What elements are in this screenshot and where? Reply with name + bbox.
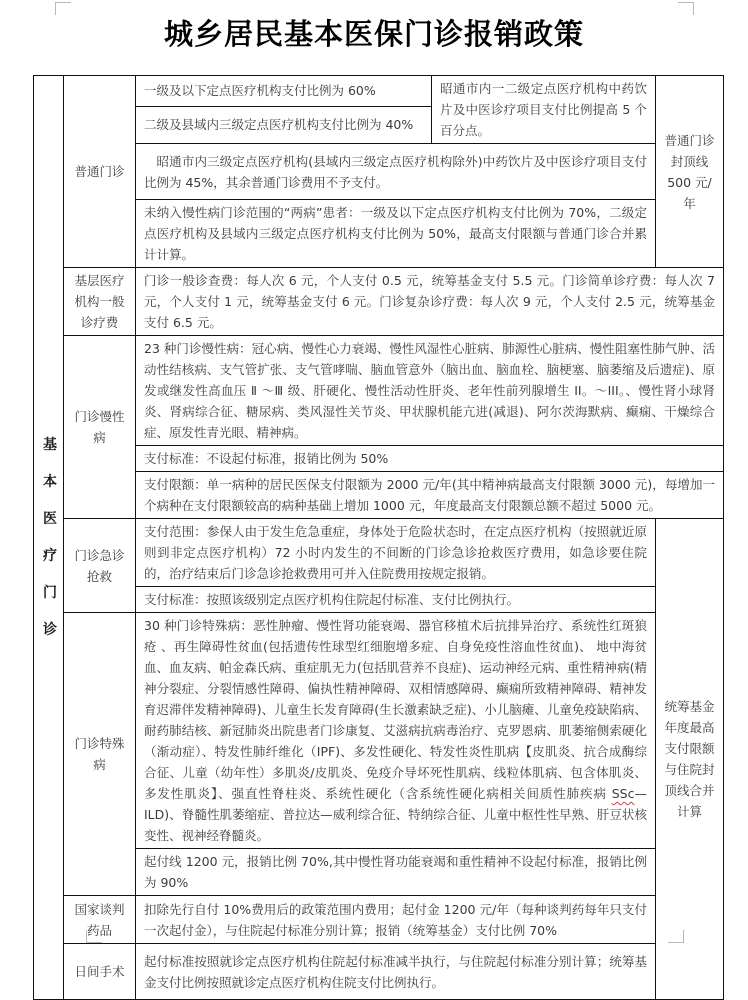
table-row	[34, 849, 724, 896]
table-row	[34, 613, 724, 849]
row-label-emergency-rescue: 门诊急诊抢救	[64, 519, 136, 613]
table-row	[34, 896, 724, 944]
table-row	[34, 519, 724, 587]
primary-care-fee-cell: 门诊一般诊查费：每人次 6 元，个人支付 0.5 元，统筹基金支付 5.5 元。门诊简单诊疗费：每人次 7 元，个人支付 1 元，统筹基金支付 6 元。门诊复杂诊疗费：每人次 9 元，个人支付 2.5 元，统筹基金支付 6.5 元。	[136, 268, 724, 336]
table-row	[34, 200, 724, 268]
emergency-standard-cell: 支付标准：按照该级别定点医疗机构住院起付标准、支付比例执行。	[136, 587, 656, 613]
row-label-negotiated-drugs: 国家谈判药品	[64, 896, 136, 944]
general-outpatient-cap-cell: 普通门诊封顶线 500 元/年	[656, 76, 724, 268]
emergency-scope-cell: 支付范围：参保人由于发生危急重症，身体处于危险状态时，在定点医疗机构（按照就近原则到非定点医疗机构）72 小时内发生的不间断的门诊急诊抢救医疗费用，如急诊要住院的，治疗结束后门诊急诊抢救费用可并入住院费用按规定报销。	[136, 519, 656, 587]
policy-table	[33, 75, 724, 1000]
row-label-primary-care-fee: 基层医疗机构一般诊疗费	[64, 268, 136, 336]
table-row	[34, 446, 724, 472]
chronic-disease-limit-cell: 支付限额：单一病种的居民医保支付限额为 2000 元/年(其中精神病最高支付限额 3000 元)，每增加一个病种在支付限额较高的病种基础上增加 1000 元，年度最高支付限额总额不超过 5000 元。	[136, 472, 724, 519]
negotiated-drugs-cell: 扣除先行自付 10%费用后的政策范围内费用；起付金 1200 元/年（每种谈判药每年只支付一次起付金），与住院起付标准分别计算；报销（统筹基金）支付比例 70%	[136, 896, 656, 944]
table-row	[34, 336, 724, 446]
general-outpatient-two-disease-cell: 未纳入慢性病门诊范围的“两病”患者：一级及以下定点医疗机构支付比例为 70%，二级定点医疗机构及县域内三级定点医疗机构支付比例为 50%，最高支付限额与普通门诊合并累计计算。	[136, 200, 656, 268]
special-disease-deductible-cell: 起付线 1200 元，报销比例 70%,其中慢性肾功能衰竭和重性精神不设起付标准，报销比例为 90%	[136, 849, 656, 896]
table-row	[34, 76, 724, 107]
table-row	[34, 587, 724, 613]
special-disease-list-part2: —ILD)、脊髓性肌萎缩症、普拉达—威利综合征、特纳综合征、儿童中枢性性早熟、肝豆状核变性、视神经脊髓炎。	[144, 786, 647, 843]
table-row	[34, 472, 724, 519]
page-title: 城乡居民基本医保门诊报销政策	[163, 17, 584, 51]
general-outpatient-tier1-cell: 一级及以下定点医疗机构支付比例为 60%	[136, 76, 432, 107]
chronic-disease-list-cell: 23 种门诊慢性病：冠心病、慢性心力衰竭、慢性风湿性心脏病、肺源性心脏病、慢性阻塞性肺气肿、活动性结核病、支气管扩张、支气管哮喘、脑血管意外（脑出血、脑血栓、脑梗塞、脑萎缩及后遗症)、原发或继发性高血压 Ⅱ ～Ⅲ 级、肝硬化、慢性活动性肝炎、老年性前列腺增生 II。～III。、慢性肾小球肾炎、肾病综合征、糖尿病、类风湿性关节炎、甲状腺机能亢进(减退)、阿尔茨海默病、癫痫、干燥综合症、原发性青光眼、精神病。	[136, 336, 724, 446]
special-disease-list-cell	[136, 613, 656, 849]
row-label-day-surgery: 日间手术	[64, 944, 136, 1000]
table-row	[34, 944, 724, 1000]
table-row	[34, 144, 724, 200]
pooled-fund-cap-cell: 统筹基金年度最高支付限额与住院封顶线合并计算	[656, 519, 724, 1000]
row-label-special-disease: 门诊特殊病	[64, 613, 136, 896]
general-outpatient-tcm-note-cell: 昭通市内一二级定点医疗机构中药饮片及中医诊疗项目支付比例提高 5 个百分点。	[432, 76, 656, 144]
category-label: 基本医疗门诊	[43, 436, 57, 638]
row-label-chronic-disease: 门诊慢性病	[64, 336, 136, 519]
special-disease-list-part1: 30 种门诊特殊病：恶性肿瘤、慢性肾功能衰竭、器官移植术后抗排异治疗、系统性红斑狼疮 、再生障碍性贫血(包括遗传性球型红细胞增多症、自身免疫性溶血性贫血)、 地中海贫血、血友病、帕金森氏病、重症肌无力(包括肌营养不良症)、运动神经元病、重性精神病(精神分裂症、分裂情感性障碍、偏执性精神障碍、双相情感障碍、癫痫所致精神障碍、精神发育迟滞伴发精神障碍)、儿童生长发育障碍(生长激素缺乏症)、小儿脑瘫、儿童免疫缺陷病、耐药肺结核、新冠肺炎出院患者门诊康复、艾滋病抗病毒治疗、克罗恩病、肌萎缩侧索硬化（渐动症）、特发性肺纤维化（IPF)、多发性硬化、特发性炎性肌病【皮肌炎、抗合成酶综合征、儿童（幼年性）多肌炎/皮肌炎、免疫介导坏死性肌病、线粒体肌病、包含体肌炎、多发性肌炎】、强直性脊柱炎、系统性硬化（含系统性硬化病相关间质性肺疾病	[144, 618, 647, 801]
spellcheck-underlined-term: SSc	[611, 786, 635, 801]
row-label-general-outpatient: 普通门诊	[64, 76, 136, 268]
general-outpatient-tier3-cell: 昭通市内三级定点医疗机构(县域内三级定点医疗机构除外)中药饮片及中医诊疗项目支付比例为 45%，其余普通门诊费用不予支付。	[136, 144, 656, 200]
chronic-disease-standard-cell: 支付标准：不设起付标准，报销比例为 50%	[136, 446, 724, 472]
general-outpatient-tier2-cell: 二级及县域内三级定点医疗机构支付比例为 40%	[136, 106, 432, 143]
day-surgery-cell: 起付标准按照就诊定点医疗机构住院起付标准减半执行，与住院起付标准分别计算；统筹基金支付比例按照就诊定点医疗机构住院支付比例执行。	[136, 944, 656, 1000]
table-row	[34, 268, 724, 336]
category-cell	[34, 76, 64, 1000]
